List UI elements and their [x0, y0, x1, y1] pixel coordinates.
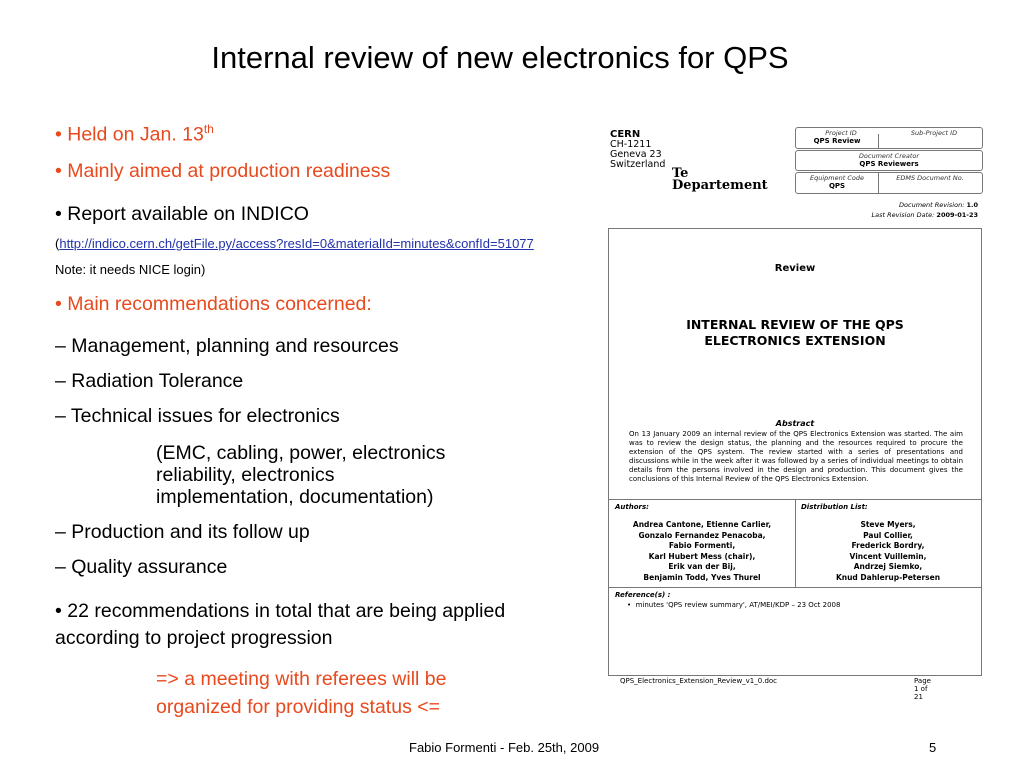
te-department-logo: [672, 168, 768, 192]
equip-code-value: QPS: [828, 182, 846, 190]
rec-item: – Production and its follow up: [55, 521, 310, 543]
cern-label: CERN: [610, 129, 641, 140]
author-name: Andrea Cantone, Etienne Carlier,: [632, 520, 772, 529]
equipment-code-box: [795, 172, 983, 194]
nice-login-note: Note: it needs NICE login): [55, 262, 206, 277]
abstract-text: On 13 January 2009 an internal review of the QPS Electronics Extension was started. The aim was to review the design status, the planning and the resources required to procure the extension of the QPS system. The review started with a series of presentations and discussions while in the week after it was followed by a series of individual meetings to obtain details from the persons involved in the design and production. This document gives the conclusions of this Internal Review of the QPS Electronics Extension.: [629, 430, 963, 483]
bullet-main-recommendations: • Main recommendations concerned:: [55, 293, 372, 315]
edms-label: EDMS Document No.: [896, 174, 964, 182]
distribution-name: Vincent Vuillemin,: [849, 551, 927, 561]
doc-creator-label: Document Creator: [858, 152, 920, 160]
logo-te: Te: [672, 166, 689, 181]
meeting-note: [156, 665, 446, 721]
revision-label: Document Revision:: [899, 201, 965, 209]
slide-number: 5: [929, 740, 937, 755]
references-label: Reference(s) :: [615, 591, 671, 599]
distribution-label: Distribution List:: [801, 503, 868, 511]
distribution-name: Knud Dahlerup-Petersen: [835, 572, 941, 582]
author-name: Gonzalo Fernandez Penacoba,: [638, 530, 766, 540]
tech-detail-line: implementation, documentation): [156, 486, 434, 508]
reference-item: [627, 601, 840, 609]
last-revision: [870, 211, 978, 219]
indico-link-line: [55, 236, 534, 251]
logo-departement: Departement: [672, 178, 768, 193]
slide-title: Internal review of new electronics for QPS: [211, 40, 789, 75]
main-title-line: ELECTRONICS EXTENSION: [704, 333, 886, 348]
main-title-line: INTERNAL REVIEW OF THE QPS: [686, 317, 904, 332]
distribution-name: Steve Myers,: [860, 520, 916, 529]
rec-item: – Radiation Tolerance: [55, 370, 244, 392]
tech-detail-line: reliability, electronics: [156, 464, 335, 486]
bullet-held: [55, 122, 214, 147]
cern-address: [610, 130, 665, 170]
distribution-list: [795, 520, 981, 583]
author-name: Erik van der Bij,: [668, 562, 736, 571]
authors-label: Authors:: [615, 503, 649, 511]
reference-text: minutes 'QPS review summary', AT/MEI/KDP – 23 Oct 2008: [635, 601, 841, 609]
doc-main-title: [609, 317, 981, 349]
doc-revision: [870, 201, 978, 209]
revision-value: 1.0: [966, 201, 978, 209]
bullet-aimed: • Mainly aimed at production readiness: [55, 160, 391, 182]
doc-creator-value: QPS Reviewers: [859, 160, 919, 168]
distribution-name: Andrzej Siemko,: [853, 562, 923, 571]
held-text: • Held on Jan. 13: [55, 123, 204, 146]
tech-detail: [156, 442, 445, 508]
last-rev-value: 2009-01-23: [936, 211, 978, 219]
project-id-box: [795, 127, 983, 149]
subproject-id-label: Sub-Project ID: [910, 129, 958, 137]
doc-filename: QPS_Electronics_Extension_Review_v1_0.doc: [620, 677, 778, 685]
author-name: Fabio Formenti,: [668, 541, 736, 550]
doc-page: Page 1 of 21: [914, 677, 931, 701]
held-sup: th: [203, 122, 214, 136]
bullet-recs-total: [55, 598, 505, 652]
meeting-line: organized for providing status <=: [156, 696, 441, 718]
rec-item: – Technical issues for electronics: [55, 405, 340, 427]
rec-item: – Management, planning and resources: [55, 335, 399, 357]
document-frame: [608, 228, 982, 676]
indico-link[interactable]: http://indico.cern.ch/getFile.py/access?resId=0&materialId=minutes&confId=51077: [59, 236, 534, 251]
footer-author-date: Fabio Formenti - Feb. 25th, 2009: [409, 740, 600, 755]
address-line: Switzerland: [610, 159, 666, 170]
address-line: CH-1211 Geneva 23: [610, 139, 662, 160]
doc-creator-box: [795, 150, 983, 171]
distribution-name: Paul Collier,: [863, 530, 913, 540]
equip-code-label: Equipment Code: [810, 174, 864, 182]
abstract-heading: Abstract: [775, 419, 815, 428]
author-name: Benjamin Todd, Yves Thurel: [643, 572, 761, 582]
link-open-paren: (: [55, 236, 60, 251]
box-divider: [878, 134, 879, 148]
author-name: Karl Hubert Mess (chair),: [648, 551, 756, 561]
doc-type: Review: [774, 263, 816, 274]
distribution-name: Frederick Bordry,: [851, 541, 925, 550]
rec-item: – Quality assurance: [55, 556, 228, 578]
divider: [609, 587, 981, 588]
meeting-line: => a meeting with referees will be: [156, 668, 447, 690]
tech-detail-line: (EMC, cabling, power, electronics: [156, 442, 446, 464]
project-id-value: QPS Review: [813, 137, 861, 145]
authors-list: [609, 520, 795, 583]
box-divider: [878, 173, 879, 193]
bullet-report: • Report available on INDICO: [55, 203, 309, 225]
bullet-dot-icon: •: [627, 601, 636, 609]
last-rev-label: Last Revision Date:: [871, 211, 935, 219]
project-id-label: Project ID: [825, 129, 857, 137]
recs-total-line: according to project progression: [55, 627, 333, 649]
recs-total-line: • 22 recommendations in total that are being applied: [55, 600, 506, 622]
